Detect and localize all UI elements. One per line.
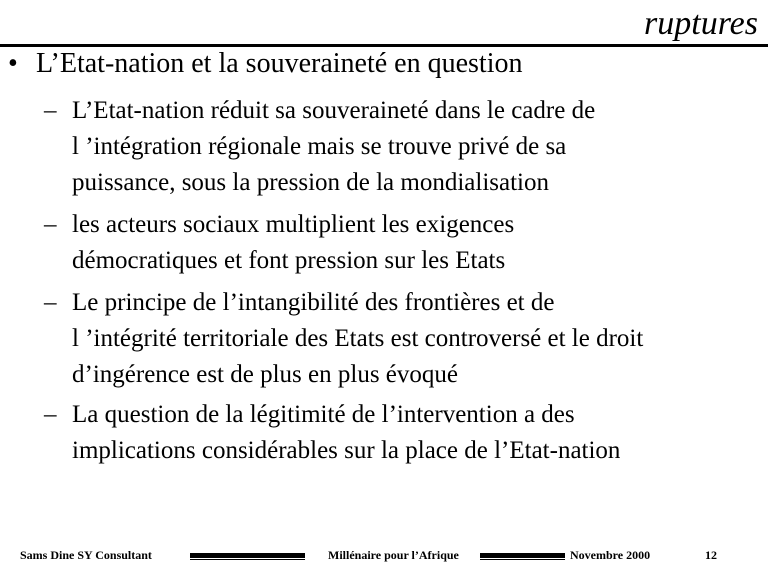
dash-marker: – — [44, 401, 57, 428]
sub-bullet-line: implications considérables sur la place de l’Etat-nation — [72, 437, 621, 464]
dash-marker: – — [44, 289, 57, 316]
sub-bullet-line: l ’intégrité territoriale des Etats est controversé et le droit — [72, 325, 644, 352]
sub-bullet-1 — [44, 93, 756, 201]
footer-divider-left — [190, 553, 305, 558]
sub-bullet-3 — [44, 285, 756, 393]
sub-bullet-line: Le principe de l’intangibilité des frontières et de — [72, 289, 555, 316]
dash-marker: – — [44, 211, 57, 238]
footer-date: Novembre 2000 — [570, 548, 651, 562]
footer-center-text: Millénaire pour l’Afrique — [328, 548, 459, 562]
main-bullet-text: L’Etat-nation et la souveraineté en question — [36, 48, 523, 79]
bullet-marker: • — [8, 48, 18, 79]
main-bullet — [8, 47, 758, 81]
slide-title: ruptures — [644, 5, 758, 42]
dash-marker: – — [44, 97, 57, 124]
sub-bullet-line: L’Etat-nation réduit sa souveraineté dans le cadre de — [72, 97, 596, 124]
footer-author: Sams Dine SY Consultant — [20, 548, 152, 562]
sub-bullet-2 — [44, 207, 756, 279]
page-number: 12 — [705, 548, 717, 562]
footer-divider-right — [480, 553, 565, 558]
sub-bullet-line: démocratiques et font pression sur les Etats — [72, 247, 506, 274]
sub-bullet-line: les acteurs sociaux multiplient les exigences — [72, 211, 515, 238]
slide-footer — [0, 546, 768, 566]
sub-bullet-line: La question de la légitimité de l’intervention a des — [72, 401, 575, 428]
sub-bullet-line: puissance, sous la pression de la mondialisation — [72, 169, 550, 196]
sub-bullet-line: d’ingérence est de plus en plus évoqué — [72, 361, 458, 388]
sub-bullet-line: l ’intégration régionale mais se trouve privé de sa — [72, 133, 567, 160]
sub-bullet-4 — [44, 397, 756, 469]
